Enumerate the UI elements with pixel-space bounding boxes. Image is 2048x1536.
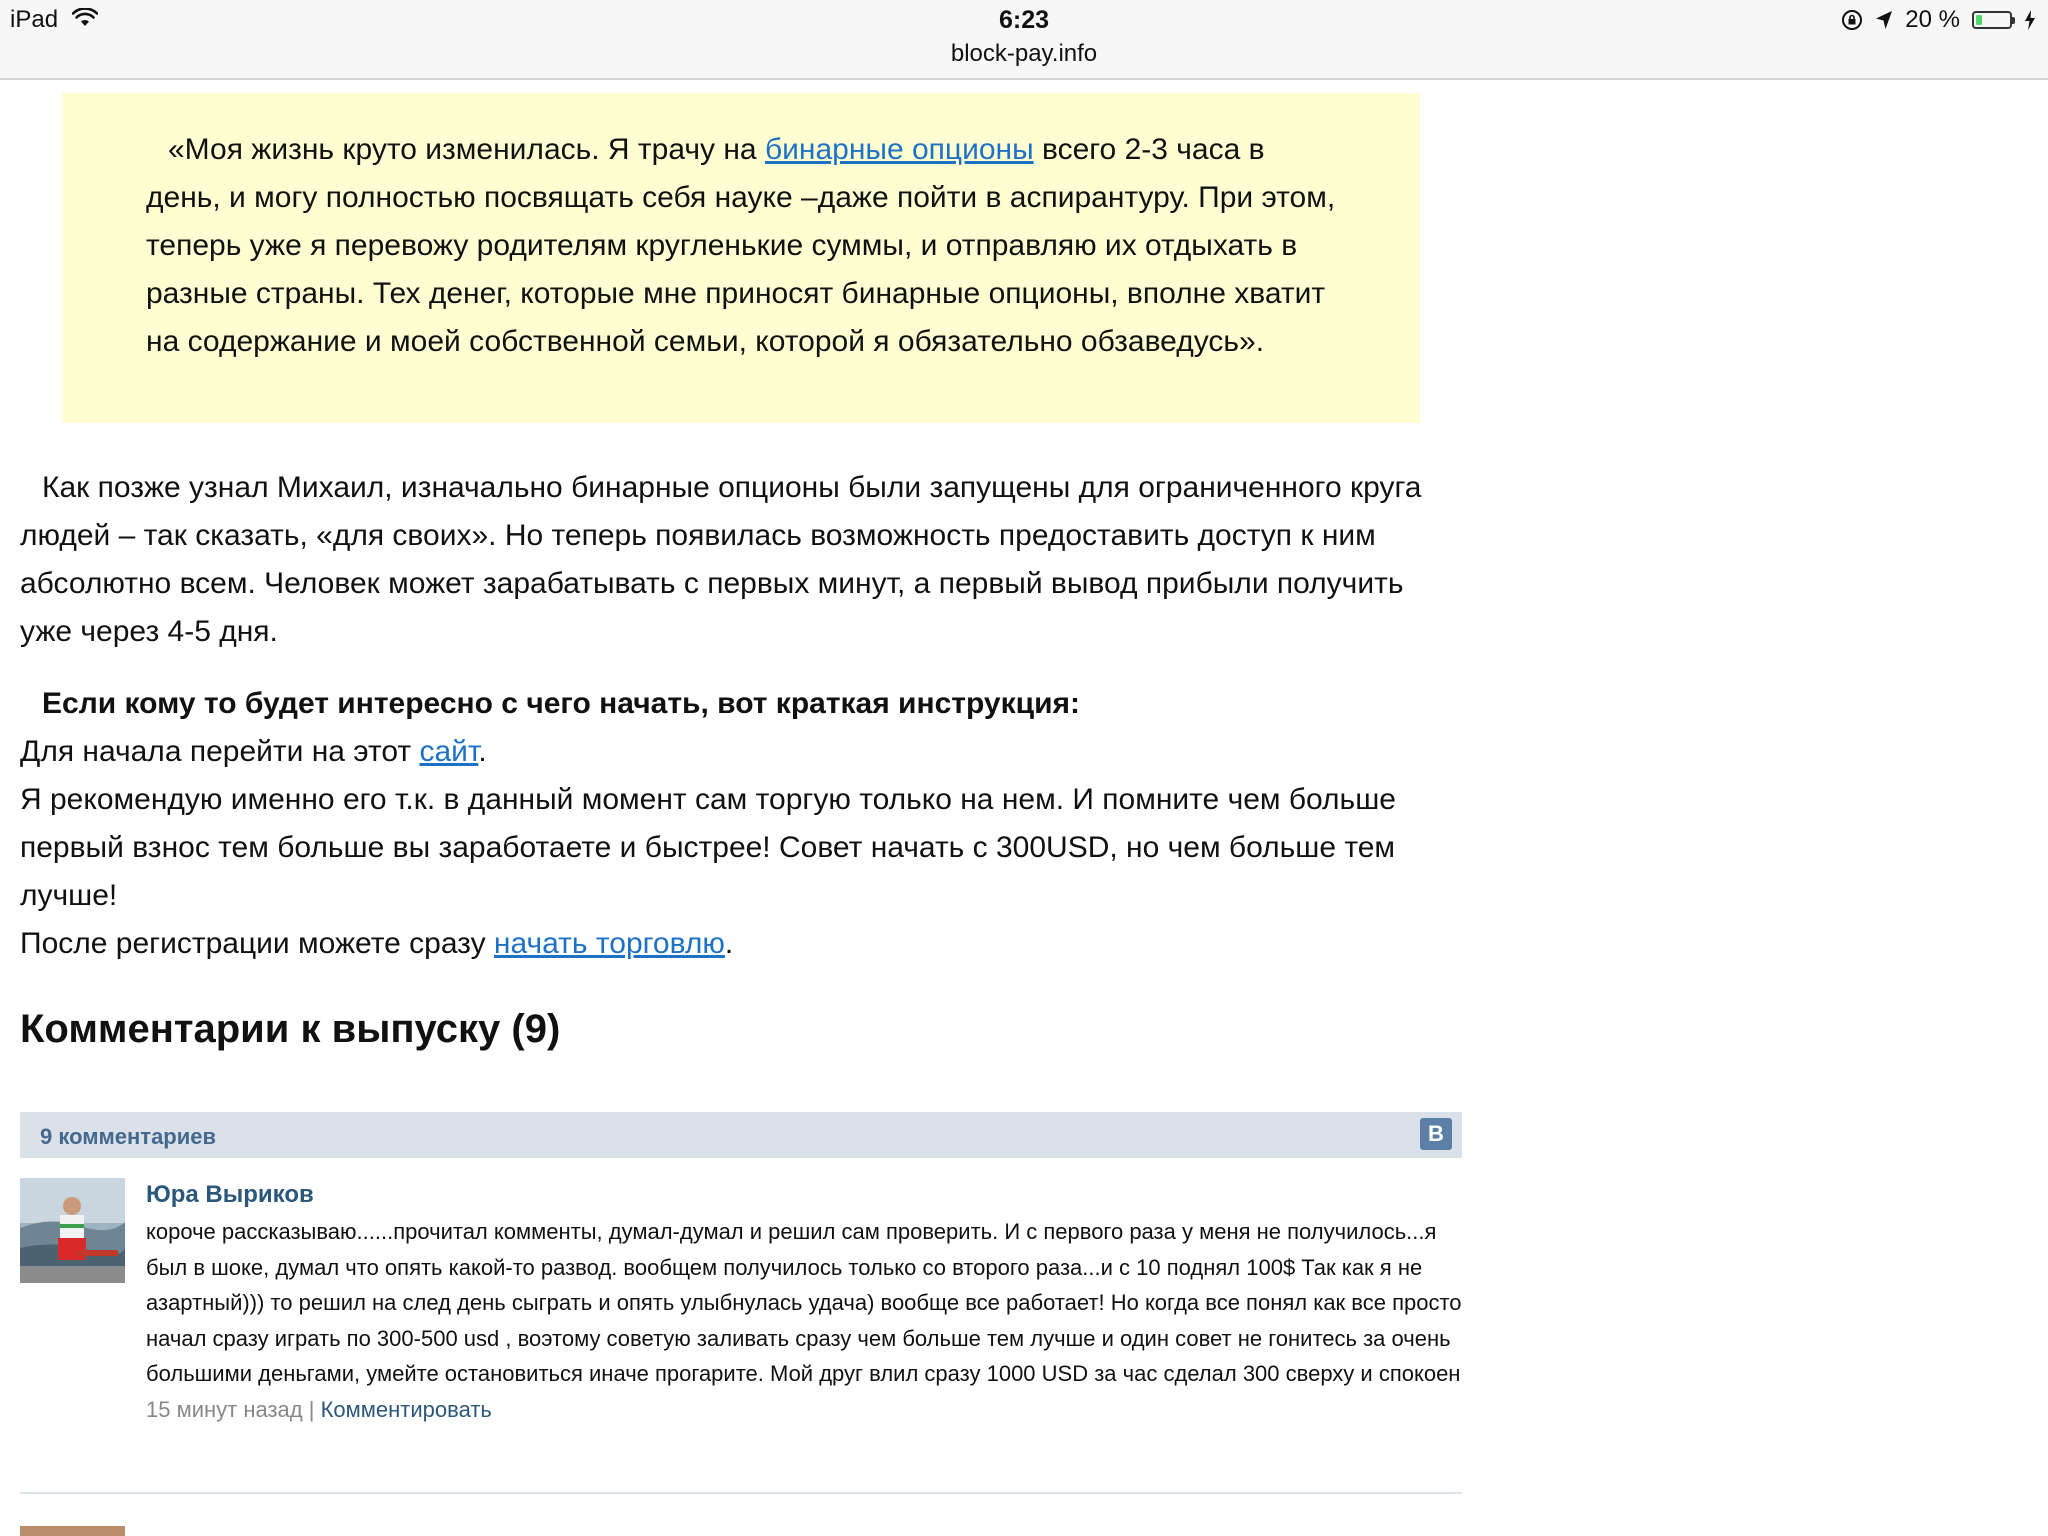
battery-percent: 20 % [1905,6,1960,33]
location-arrow-icon [1875,10,1893,30]
comment-author[interactable]: Юра Выриков [146,1181,314,1208]
comments-heading: Комментарии к выпуску (9) [20,1007,561,1051]
step-3-text: После регистрации можете сразу [20,927,494,960]
next-comment-avatar[interactable] [20,1526,125,1536]
instructions-step-3 [20,920,1460,968]
site-link[interactable]: сайт [419,735,479,768]
binary-options-link[interactable]: бинарные опционы [764,133,1034,166]
start-trading-link[interactable]: начать торговлю [493,927,725,960]
instructions-block [20,680,1460,968]
testimonial-quote [62,93,1420,423]
clock: 6:23 [998,6,1050,34]
status-icons [1841,6,2036,34]
meta-separator: | [308,1396,315,1422]
battery-icon [1972,11,2012,29]
instructions-step-1 [20,728,1460,776]
battery-level [1976,15,1982,25]
address-bar-url[interactable]: block-pay.info [950,40,1098,67]
quote-text-start: «Моя жизнь круто изменилась. Я трачу на [168,133,765,166]
vk-logo-icon[interactable]: В [1420,1118,1452,1150]
page-content [0,80,2048,1536]
instructions-heading [20,680,1460,728]
instructions-heading-text: Если кому то будет интересно с чего начать, вот краткая инструкция: [42,687,1081,720]
avatar-photo [20,1178,125,1283]
rotation-lock-icon [1841,9,1863,31]
reply-button[interactable]: Комментировать [320,1396,492,1422]
comment-count[interactable]: 9 комментариев [40,1124,217,1149]
vk-comments-header [20,1112,1462,1158]
article-paragraph [20,464,1460,656]
charging-bolt-icon [2024,10,2036,30]
comment-meta [146,1392,1462,1428]
paragraph-michail-text: Как позже узнал Михаил, изначально бинарные опционы были запущены для ограниченного круга людей – так сказать, «для своих». Но теперь появилась возможность предоставить доступ к ним абсолютно всем. Человек может зарабатывать с первых минут, а первый вывод прибыли получить уже через 4-5 дня. [20,471,1422,648]
comment-divider [20,1492,1462,1494]
device-name: iPad [10,6,59,33]
instructions-step-2: Я рекомендую именно его т.к. в данный момент сам торгую только на нем. И помните чем больше первый взнос тем больше вы заработаете и быстрее! Совет начать с 300USD, но чем больше тем лучше! [20,783,1396,912]
comment-time[interactable]: 15 минут назад [146,1396,303,1422]
step-1-text: Для начала перейти на этот [20,735,420,768]
comment-text: короче рассказываю......прочитал комменты, думал-думал и решил сам проверить. И с первого раза у меня не получилось...я был в шоке, думал что опять какой-то развод. вообщем получилось только со второго раза...и с 10 поднял 100$ Так как я не азартный))) то решил на след день сыграть и опять улыбнулась удача) вообще все работает! Но когда все понял как все просто начал сразу играть по 300-500 usd , воэтому советую заливать сразу чем больше тем лучше и один совет не гонитесь за очень большими деньгами, умейте остановиться иначе прогарите. Мой друг влил сразу 1000 USD за час сделал 300 сверху и спокоен [146,1219,1462,1386]
status-bar [0,0,2048,80]
quote-text-end: всего 2-3 часа в день, и могу полностью посвящать себя науке –даже пойти в аспирантуру. При этом, теперь уже я перевожу родителям кругленькие суммы, и отправляю их отдыхать в разные страны. Тех денег, которые мне приносят бинарные опционы, вполне хватит на содержание и моей собственной семьи, которой я обязательно обзаведусь». [146,133,1336,358]
comment-body [146,1178,1462,1428]
avatar[interactable] [20,1178,125,1283]
step-3-period: . [724,927,734,960]
step-1-period: . [478,735,487,768]
